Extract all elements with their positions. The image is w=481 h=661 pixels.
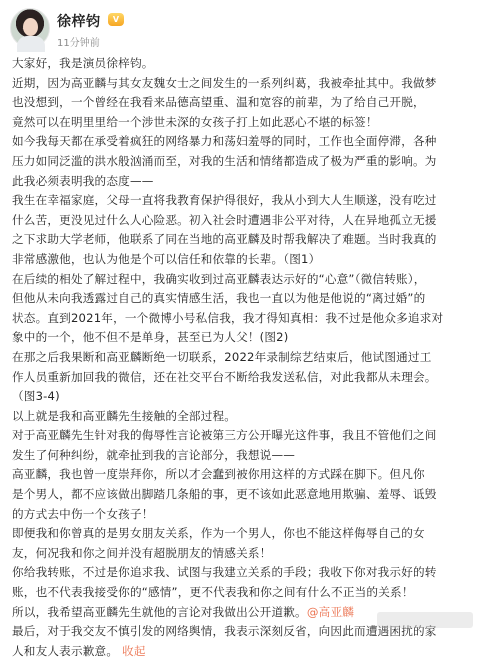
post-line-text: 所以，我希望高亚麟先生就他的言论对我做出公开道歉。 [12, 604, 307, 619]
avatar-face [23, 18, 38, 36]
post-line: （图3-4) [12, 389, 60, 404]
watermark [377, 612, 473, 628]
mention-link[interactable]: @高亚麟 [306, 604, 355, 619]
post-line-text: 人和友人表示歉意。 [12, 643, 119, 658]
avatar[interactable] [10, 8, 50, 48]
post-line: 此我必须表明我的态度—— [12, 173, 154, 188]
post-line: 的方式去中伤一个女孩子！ [12, 506, 154, 521]
post-line: 大家好，我是演员徐梓钧。 [12, 56, 154, 70]
post-line: 近期，因为高亚麟与其女友魏女士之间发生的一系列纠葛，我被牵扯其中。我做梦 [12, 75, 437, 90]
username[interactable]: 徐梓钧 [57, 14, 101, 30]
vip-badge-icon: V [108, 13, 124, 26]
post-line: 你给我转账，不过是你追求我、试图与我建立关系的手段；我收下你对我示好的转 [12, 565, 437, 580]
post-line: 也没想到，一个曾经在我看来品德高望重、温和宽容的前辈，为了给自己开脱， [12, 95, 425, 110]
post-line: 以上就是我和高亚麟先生接触的全部过程。 [12, 408, 237, 423]
avatar-body [17, 36, 45, 52]
post-line: 之下求助大学老师，他联系了同在当地的高亚麟及时帮我解决了难题。当时我真的 [12, 232, 437, 247]
collapse-link[interactable]: 收起 [122, 643, 146, 658]
post-line: 高亚麟，我也曾一度崇拜你，所以才会蠢到被你用这样的方式踩在脚下。但凡你 [12, 467, 425, 482]
post-line-with-collapse [12, 642, 474, 661]
post-line: 压力如同泛滥的洪水般汹涌而至，对我的生活和情绪都造成了极为严重的影响。为 [12, 153, 437, 168]
post-line: 最后，对于我交友不慎引发的网络舆情，我表示深刻反省，向因此而遭遇困扰的家 [12, 624, 437, 639]
post-line: 什么苦，更没见过什么人心险恶。初入社会时遭遇非公平对待，人在异地孤立无援 [12, 212, 437, 227]
post-line: 作人员重新加回我的微信，还在社交平台不断给我发送私信，对此我都从未理会。 [12, 369, 437, 384]
post-line: 如今我每天都在承受着疯狂的网络暴力和荡妇羞辱的同时，工作也全面停滞，各种 [12, 134, 437, 149]
post-time: 11分钟前 [57, 38, 100, 49]
post-content [12, 54, 474, 661]
post-header [0, 0, 481, 52]
post-line: 即便我和你曾真的是男女朋友关系，作为一个男人，你也不能这样侮辱自己的女 [12, 526, 425, 541]
post-line: 象中的一个，他不但不是单身，甚至已为人父！(图2) [12, 330, 289, 345]
post-line: 账，也不代表我接受你的“感情”，更不代表我和你之间有什么不正当的关系！ [12, 585, 414, 600]
post-line: 对于高亚麟先生针对我的侮辱性言论被第三方公开曝光这件事，我且不管他们之间 [12, 428, 437, 443]
post-line: 但他从未向我透露过自己的真实情感生活，我也一直以为他是他说的“离过婚”的 [12, 291, 426, 306]
post-line: 发生了何种纠纷，就牵扯到我的言论部分，我想说—— [12, 447, 296, 462]
post-line: 我生在幸福家庭，父母一直将我教育保护得很好，我从小到大人生顺遂，没有吃过 [12, 193, 437, 208]
post-line: 非常感激他，也认为他是个可以信任和依靠的长辈。（图1） [12, 251, 321, 266]
post-line: 是个男人，都不应该做出脚踏几条船的事，更不该如此恶意地用欺骗、羞辱、诋毁 [12, 487, 437, 502]
post-line: 在那之后我果断和高亚麟断绝一切联系，2022年录制综艺结束后，他试图通过工 [12, 349, 432, 364]
post-line: 在后续的相处了解过程中，我确实收到过高亚麟表达示好的“心意”（微信转账）， [12, 271, 426, 286]
post-line: 竟然可以在明里里给一个涉世未深的女孩子打上如此恶心不堪的标签！ [12, 114, 378, 129]
post-line: 状态。直到2021年，一个微博小号私信我，我才得知真相：我不过是他众多追求对 [12, 310, 444, 325]
post-line: 友，何况我和你之间并没有超脱朋友的情感关系！ [12, 545, 272, 560]
